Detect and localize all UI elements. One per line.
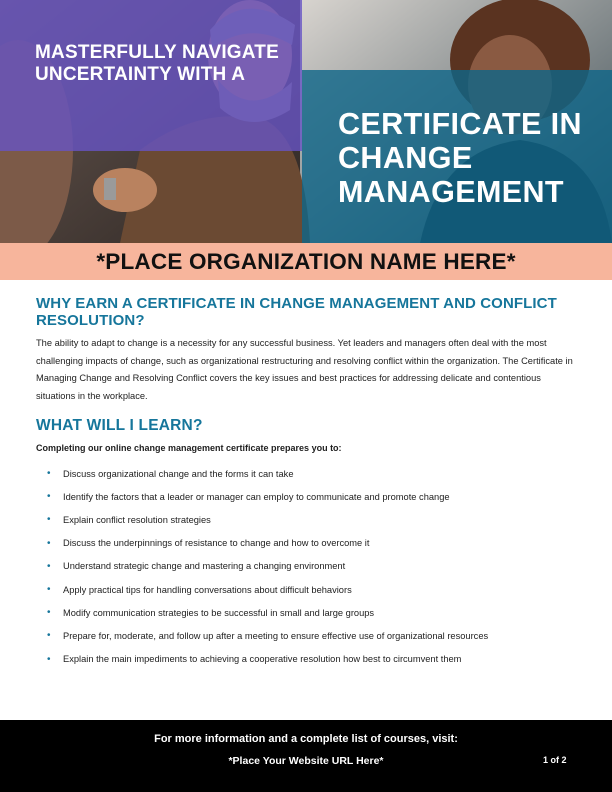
why-heading: WHY EARN A CERTIFICATE IN CHANGE MANAGEMENT AND CONFLICT RESOLUTION? bbox=[36, 295, 557, 329]
list-item-text: Apply practical tips for handling conversations about difficult behaviors bbox=[63, 584, 352, 595]
bullet-icon: • bbox=[47, 514, 51, 526]
learn-heading: WHAT WILL I LEARN? bbox=[36, 417, 203, 434]
bullet-icon: • bbox=[47, 491, 51, 503]
bullet-icon: • bbox=[47, 630, 51, 642]
list-item bbox=[36, 601, 581, 624]
organization-band bbox=[0, 243, 612, 280]
list-item-text: Discuss the underpinnings of resistance to change and how to overcome it bbox=[63, 538, 370, 549]
bullet-icon: • bbox=[47, 584, 51, 596]
list-item bbox=[36, 624, 581, 647]
footer-info: For more information and a complete list of courses, visit: bbox=[154, 733, 458, 745]
list-item bbox=[36, 485, 581, 508]
bullet-icon: • bbox=[47, 560, 51, 572]
main-content bbox=[36, 295, 581, 671]
list-item bbox=[36, 462, 581, 485]
list-item-text: Identify the factors that a leader or manager can employ to communicate and promote change bbox=[63, 491, 450, 502]
hero-title: CERTIFICATE IN CHANGE MANAGEMENT bbox=[338, 107, 582, 209]
learn-lead: Completing our online change management certificate prepares you to: bbox=[36, 443, 342, 453]
list-item bbox=[36, 508, 581, 531]
list-item-text: Understand strategic change and mastering a changing environment bbox=[63, 561, 346, 572]
hero-banner bbox=[0, 0, 612, 243]
list-item-text: Discuss organizational change and the forms it can take bbox=[63, 468, 294, 479]
list-item bbox=[36, 532, 581, 555]
list-item bbox=[36, 578, 581, 601]
bullet-icon: • bbox=[47, 607, 51, 619]
bullet-icon: • bbox=[47, 537, 51, 549]
bullet-icon: • bbox=[47, 653, 51, 665]
hero-subtitle: MASTERFULLY NAVIGATE UNCERTAINTY WITH A bbox=[35, 42, 279, 85]
list-item-text: Prepare for, moderate, and follow up after a meeting to ensure effective use of organizational resources bbox=[63, 630, 489, 641]
why-body: The ability to adapt to change is a necessity for any successful business. Yet leaders and managers often deal with the most challenging impacts of change, such as organizational restructuring and resolving conflict within the organization. The Certificate in Managing Change and Resolving Conflict covers the key issues and best practices for addressing delicate and contentious situations in the workplace. bbox=[36, 338, 573, 401]
list-item bbox=[36, 648, 581, 671]
list-item-text: Modify communication strategies to be successful in small and large groups bbox=[63, 607, 375, 618]
page-number: 1 of 2 bbox=[543, 755, 567, 765]
list-item bbox=[36, 555, 581, 578]
bullet-icon: • bbox=[47, 468, 51, 480]
list-item-text: Explain the main impediments to achieving a cooperative resolution how best to circumvent them bbox=[63, 654, 462, 665]
organization-name: *PLACE ORGANIZATION NAME HERE* bbox=[96, 248, 516, 274]
learning-list bbox=[36, 462, 581, 671]
website-url-link[interactable]: *Place Your Website URL Here* bbox=[228, 755, 384, 767]
list-item-text: Explain conflict resolution strategies bbox=[63, 514, 211, 525]
footer bbox=[0, 720, 612, 792]
